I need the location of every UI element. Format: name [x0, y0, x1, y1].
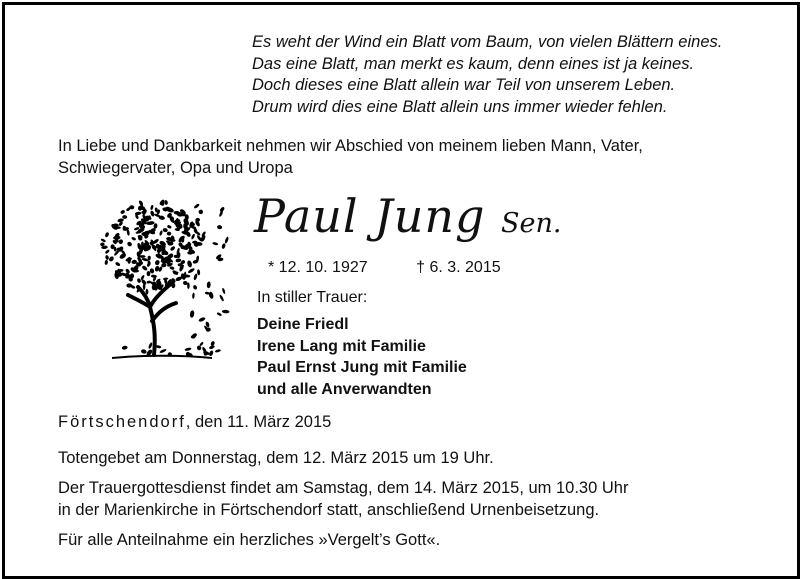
death-date: † 6. 3. 2015: [416, 259, 501, 276]
mourner: und alle Anverwandten: [257, 380, 432, 398]
birth-date: * 12. 10. 1927: [268, 259, 368, 276]
service-announcement: [58, 478, 628, 521]
poem-line: Das eine Blatt, man merkt es kaum, denn eines ist ja keines.: [252, 54, 695, 73]
poem-line: Drum wird dies eine Blatt allein uns immer wieder fehlen.: [252, 97, 668, 116]
mourner: Paul Ernst Jung mit Familie: [257, 359, 467, 376]
deceased-name-suffix: Sen.: [501, 208, 562, 239]
life-dates: [268, 258, 545, 278]
poem-line: Doch dieses eine Blatt allein war Teil von unserem Leben.: [252, 76, 676, 94]
thanks-text: Für alle Anteilnahme ein herzliches »Vergelt’s Gott«.: [58, 531, 441, 549]
mourner: Deine Friedl: [257, 316, 349, 333]
tree-with-falling-leaves-icon: [92, 195, 232, 363]
service-line: in der Marienkirche in Förtschendorf statt, anschließend Urnenbeisetzung.: [58, 500, 600, 519]
deceased-name: [254, 188, 562, 252]
date: , den 11. März 2015: [185, 413, 332, 431]
poem-line: Es weht der Wind ein Blatt vom Baum, von vielen Blättern eines.: [252, 33, 723, 51]
town: Förtschendorf: [58, 413, 186, 431]
intro-line: Schwiegervater, Opa und Uropa: [58, 158, 293, 177]
deceased-name-main: Paul Jung: [254, 189, 486, 243]
mourners-list: [257, 314, 467, 400]
intro-text: [58, 136, 643, 179]
place-date: [58, 412, 331, 433]
prayer-announcement: Totengebet am Donnerstag, dem 12. März 2015 um 19 Uhr.: [58, 449, 494, 467]
service-line: Der Trauergottesdienst findet am Samstag, dem 14. März 2015, um 10.30 Uhr: [58, 479, 629, 497]
mourning-label: In stiller Trauer:: [257, 289, 368, 306]
mourner: Irene Lang mit Familie: [257, 337, 426, 355]
intro-line: In Liebe und Dankbarkeit nehmen wir Abschied von meinem lieben Mann, Vater,: [58, 137, 643, 155]
poem: [252, 32, 722, 118]
